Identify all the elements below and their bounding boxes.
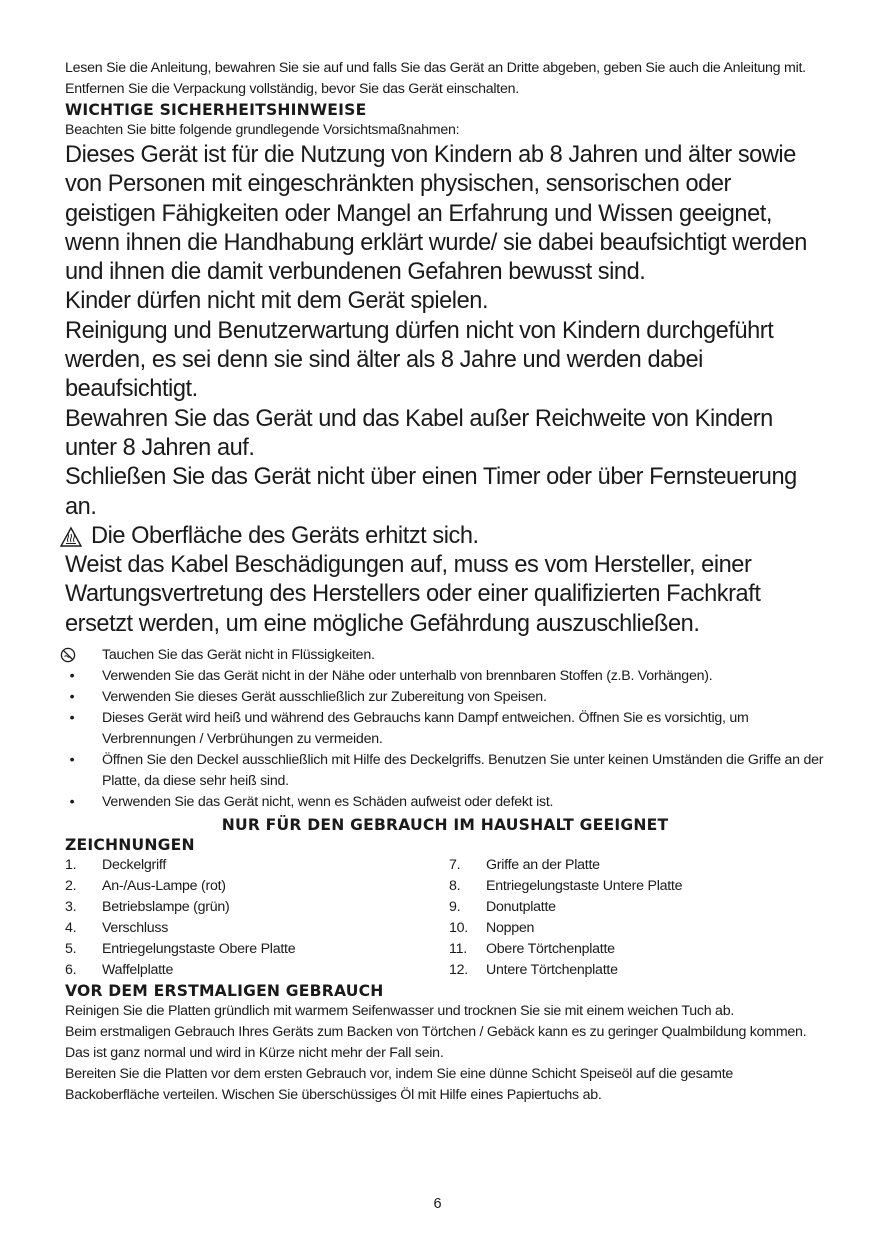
household-notice: NUR FÜR DEN GEBRAUCH IM HAUSHALT GEEIGNET <box>221 816 669 835</box>
drawings-list <box>65 855 825 981</box>
list-item: 8. Entriegelungstaste Untere Platte <box>449 878 683 895</box>
safety-paragraph-no-timer: Schließen Sie das Gerät nicht über einen Timer oder über Fernsteuerung an. <box>65 464 797 520</box>
intro-paragraph: Lesen Sie die Anleitung, bewahren Sie sie auf und falls Sie das Gerät an Dritte abgeben, geben Sie auch die Anleitung mit. Entfernen Sie die Verpackung vollständig, bevor Sie das Gerät einschalten. <box>65 60 806 97</box>
list-item: • Verwenden Sie dieses Gerät ausschließlich zur Zubereitung von Speisen. <box>65 687 825 708</box>
no-immerse-text: Tauchen Sie das Gerät nicht in Flüssigkeiten. <box>102 647 375 664</box>
list-item: 12. Untere Törtchenplatte <box>449 962 618 979</box>
first-use-paragraph-smoke: Beim erstmaligen Gebrauch Ihres Geräts zum Backen von Törtchen / Gebäck kann es zu geringer Qualmbildung kommen. Das ist ganz normal und wird in Kürze nicht mehr der Fall sein. <box>65 1024 807 1062</box>
safety-subheading: Beachten Sie bitte folgende grundlegende Vorsichtsmaßnahmen: <box>65 122 460 138</box>
bullet-marker: • <box>69 689 75 706</box>
list-item: 1. Deckelgriff <box>65 857 167 874</box>
drawings-list-left <box>65 855 449 981</box>
list-item: • Öffnen Sie den Deckel ausschließlich mit Hilfe des Deckelgriffs. Benutzen Sie unter keinen Umständen die Griffe an der Platte, da diese sehr heiß sind. <box>65 750 825 792</box>
safety-paragraph-no-play: Kinder dürfen nicht mit dem Gerät spielen. <box>65 288 489 315</box>
safety-paragraph-keep-away: Bewahren Sie das Gerät und das Kabel außer Reichweite von Kindern unter 8 Jahren auf. <box>65 405 773 461</box>
safety-paragraph-cable: Weist das Kabel Beschädigungen auf, muss es vom Hersteller, einer Wartungsvertretung des Herstellers oder einer qualifizierten Fachkraft ersetzt werden, um eine mögliche Gefährdung auszuschließen. <box>65 552 761 637</box>
list-item: 4. Verschluss <box>65 920 169 937</box>
hot-surface-warning-icon <box>59 526 83 548</box>
list-item: 2. An-/Aus-Lampe (rot) <box>65 878 226 895</box>
list-item: • Verwenden Sie das Gerät nicht, wenn es Schäden aufweist oder defekt ist. <box>65 792 825 813</box>
list-item: • Dieses Gerät wird heiß und während des Gebrauchs kann Dampf entweichen. Öffnen Sie es vorsichtig, um Verbrennungen / Verbrühungen zu vermeiden. <box>65 708 825 750</box>
safety-large-text <box>65 141 825 639</box>
list-item: 11. Obere Törtchenplatte <box>449 941 615 958</box>
list-item <box>65 645 825 666</box>
drawings-list-right <box>449 855 682 981</box>
page-number: 6 <box>433 1196 442 1212</box>
list-item: 3. Betriebslampe (grün) <box>65 899 230 916</box>
hot-surface-warning <box>59 522 825 551</box>
bullet-marker: • <box>69 752 75 769</box>
first-use-paragraph-oil: Bereiten Sie die Platten vor dem ersten Gebrauch vor, indem Sie eine dünne Schicht Speiseöl auf die gesamte Backoberfläche verteilen. Wischen Sie überschüssiges Öl mit Hilfe eines Papiertuchs ab. <box>65 1066 734 1104</box>
list-item: 10. Noppen <box>449 920 535 937</box>
first-use-heading: VOR DEM ERSTMALIGEN GEBRAUCH <box>65 982 384 1001</box>
drawings-heading: ZEICHNUNGEN <box>65 836 195 855</box>
bullet-marker: • <box>69 668 75 685</box>
safety-bullet-list <box>65 645 825 813</box>
list-item: 6. Waffelplatte <box>65 962 174 979</box>
safety-paragraph-cleaning: Reinigung und Benutzerwartung dürfen nicht von Kindern durchgeführt werden, es sei denn sie sind älter als 8 Jahre und werden dabei beaufsichtigt. <box>65 317 774 403</box>
first-use-paragraph-clean: Reinigen Sie die Platten gründlich mit warmem Seifenwasser und trocknen Sie sie mit einem weichen Tuch ab. <box>65 1003 735 1020</box>
list-item: 5. Entriegelungstaste Obere Platte <box>65 941 296 958</box>
bullet-marker: • <box>69 794 75 811</box>
document-page <box>65 58 825 1106</box>
list-item: • Verwenden Sie das Gerät nicht in der Nähe oder unterhalb von brennbaren Stoffen (z.B. Vorhängen). <box>65 666 825 687</box>
hot-surface-warning-text: Die Oberfläche des Geräts erhitzt sich. <box>91 522 479 549</box>
safety-heading: WICHTIGE SICHERHEITSHINWEISE <box>65 101 367 119</box>
safety-paragraph-children-use: Dieses Gerät ist für die Nutzung von Kindern ab 8 Jahren und älter sowie von Personen mit eingeschränkten physischen, sensorischen oder geistigen Fähigkeiten oder Mangel an Erfahrung und Wissen geeignet, wenn ihnen die Handhabung erklärt wurde/ sie dabei beaufsichtigt werden und ihnen die damit verbundenen Gefahren bewusst sind. <box>65 142 807 286</box>
bullet-marker: • <box>69 710 75 727</box>
list-item: 9. Donutplatte <box>449 899 556 916</box>
list-item: 7. Griffe an der Platte <box>449 857 600 874</box>
